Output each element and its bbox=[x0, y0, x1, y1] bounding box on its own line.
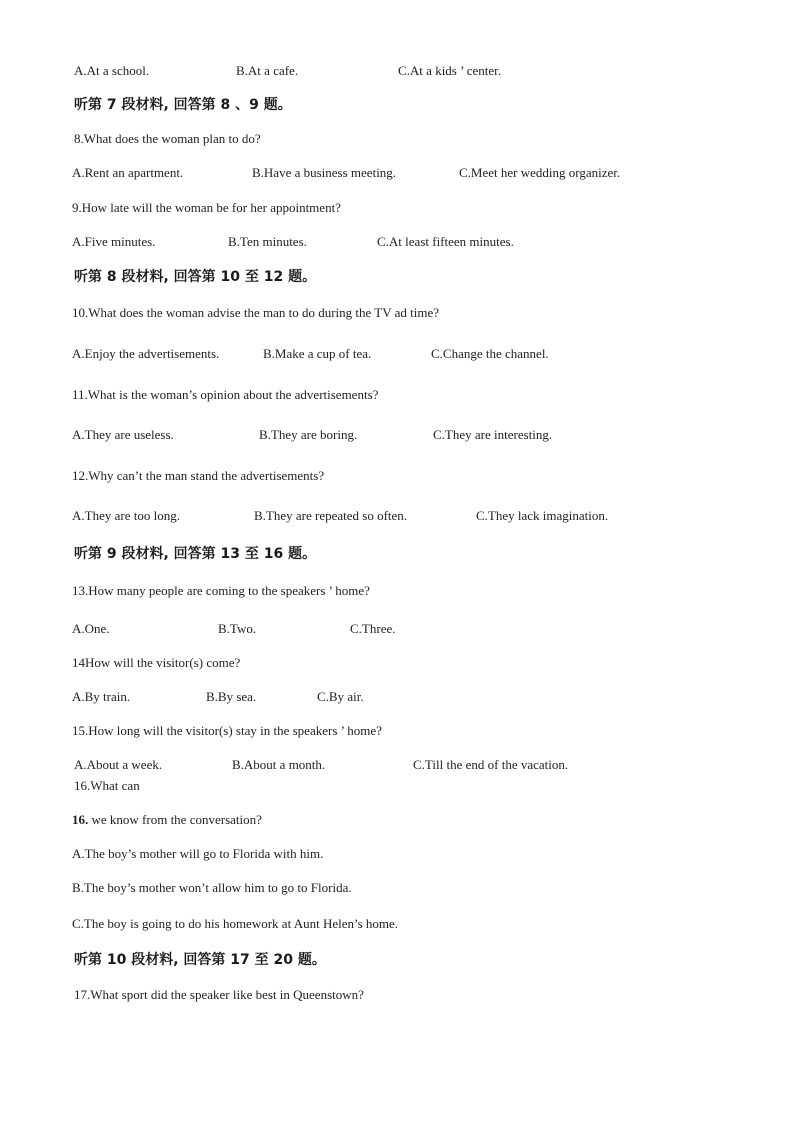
question-16-fragment: 16.What can bbox=[74, 778, 140, 793]
q12-option-c: C.They lack imagination. bbox=[476, 508, 609, 523]
q8-option-b: B.Have a business meeting. bbox=[252, 165, 397, 180]
question-11: 11.What is the woman’s opinion about the advertisements? bbox=[72, 387, 379, 402]
q15-option-c: C.Till the end of the vacation. bbox=[413, 757, 569, 772]
q16-option-a: A.The boy’s mother will go to Florida with him. bbox=[72, 846, 324, 861]
q8-option-a: A.Rent an apartment. bbox=[72, 165, 184, 180]
q11-option-a: A.They are useless. bbox=[72, 427, 174, 442]
question-10: 10.What does the woman advise the man to do during the TV ad time? bbox=[72, 305, 440, 320]
q14-option-b: B.By sea. bbox=[206, 689, 257, 704]
question-16-number: 16. bbox=[72, 812, 89, 827]
q13-option-b: B.Two. bbox=[218, 621, 257, 636]
question-9: 9.How late will the woman be for her appointment? bbox=[72, 200, 341, 215]
q15-option-b: B.About a month. bbox=[232, 757, 326, 772]
q7-option-c: C.At a kids ’ center. bbox=[398, 63, 502, 78]
q11-option-b: B.They are boring. bbox=[259, 427, 358, 442]
q15-option-a: A.About a week. bbox=[74, 757, 163, 772]
question-15: 15.How long will the visitor(s) stay in the speakers ’ home? bbox=[72, 723, 382, 738]
question-17: 17.What sport did the speaker like best in Queenstown? bbox=[74, 987, 364, 1002]
q13-option-c: C.Three. bbox=[350, 621, 396, 636]
q10-option-b: B.Make a cup of tea. bbox=[263, 346, 372, 361]
section-heading-10: 听第 10 段材料, 回答第 17 至 20 题。 bbox=[74, 952, 326, 968]
q12-option-a: A.They are too long. bbox=[72, 508, 180, 523]
question-16-text: we know from the conversation? bbox=[88, 812, 262, 827]
q10-option-a: A.Enjoy the advertisements. bbox=[72, 346, 220, 361]
q12-option-b: B.They are repeated so often. bbox=[254, 508, 408, 523]
question-8: 8.What does the woman plan to do? bbox=[74, 131, 261, 146]
q9-option-a: A.Five minutes. bbox=[72, 234, 156, 249]
q7-option-a: A.At a school. bbox=[74, 63, 150, 78]
question-12: 12.Why can’t the man stand the advertisements? bbox=[72, 468, 325, 483]
q14-option-c: C.By air. bbox=[317, 689, 364, 704]
q13-option-a: A.One. bbox=[72, 621, 110, 636]
question-14: 14How will the visitor(s) come? bbox=[72, 655, 241, 670]
q14-option-a: A.By train. bbox=[72, 689, 131, 704]
q16-option-b: B.The boy’s mother won’t allow him to go to Florida. bbox=[72, 880, 352, 895]
question-13: 13.How many people are coming to the speakers ’ home? bbox=[72, 583, 370, 598]
q9-option-b: B.Ten minutes. bbox=[228, 234, 307, 249]
question-16 bbox=[72, 812, 262, 828]
section-heading-9: 听第 9 段材料, 回答第 13 至 16 题。 bbox=[74, 546, 317, 562]
q9-option-c: C.At least fifteen minutes. bbox=[377, 234, 514, 249]
q11-option-c: C.They are interesting. bbox=[433, 427, 553, 442]
q16-option-c: C.The boy is going to do his homework at Aunt Helen’s home. bbox=[72, 916, 399, 931]
q10-option-c: C.Change the channel. bbox=[431, 346, 549, 361]
section-heading-8: 听第 8 段材料, 回答第 10 至 12 题。 bbox=[74, 269, 317, 285]
q7-option-b: B.At a cafe. bbox=[236, 63, 299, 78]
q8-option-c: C.Meet her wedding organizer. bbox=[459, 165, 621, 180]
section-heading-7: 听第 7 段材料, 回答第 8 、9 题。 bbox=[74, 97, 292, 113]
